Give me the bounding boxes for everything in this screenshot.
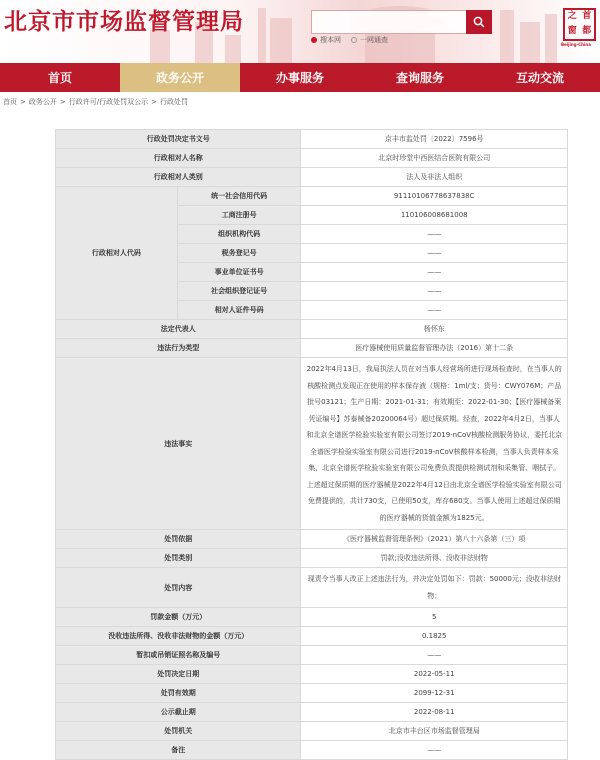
table-row	[56, 320, 568, 339]
breadcrumb-separator: >	[151, 98, 157, 106]
search-button[interactable]	[466, 10, 492, 34]
table-row	[56, 358, 568, 530]
social-org-reg-no-value: ——	[301, 282, 568, 301]
violation-facts-value: 2022年4月13日，我局执法人员在对当事人经营场所进行现场检查时，在当事人的核酸检测点发现正在使用的样本保存液（规格：1ml/支；货号：CWY076M；产品批号03121；生产日期：2021-01-31；有效期至：2022-01-30；【医疗器械备案凭证编号】苏泰械备20200064号）超过保质期。经查，2022年4月2日，当事人和北京全谱医学检验实验室有限公司签订2019-nCoV核酸检测服务协议，委托北京全谱医学检验实验室有限公司进行2019-nCoV核酸样本检测，当事人负责样本采集，北京全谱医学检验实验室有限公司免费负责提供检测试剂和采集管、咽拭子。上述超过保质期的医疗器械是2022年4月12日由北京全谱医学检验实验室有限公司免费提供的，共计730支，已使用50支，库存680支。当事人使用上述超过保质期的医疗器械的货值金额为1825元。	[301, 358, 568, 530]
main-nav	[0, 63, 600, 92]
field-label: 相对人证件号码	[177, 301, 301, 320]
table-row	[56, 568, 568, 608]
field-label: 行政相对人类别	[56, 168, 301, 187]
table-row	[56, 130, 568, 149]
field-label: 行政相对人名称	[56, 149, 301, 168]
table-row	[56, 339, 568, 358]
field-label: 处罚决定日期	[56, 665, 301, 684]
site-title[interactable]: 北京市市场监督管理局	[4, 9, 244, 35]
party-type-value: 法人及非法人组织	[301, 168, 568, 187]
field-label: 行政处罚决定书文号	[56, 130, 301, 149]
search-input[interactable]	[311, 10, 492, 34]
table-row	[56, 530, 568, 549]
field-label: 法定代表人	[56, 320, 301, 339]
confiscation-amount-value: 0.1825	[301, 627, 568, 646]
field-label: 处罚内容	[56, 568, 301, 608]
tax-reg-no-value: ——	[301, 244, 568, 263]
breadcrumb-government-affairs[interactable]: 政务公开	[28, 98, 57, 106]
table-row	[56, 608, 568, 627]
field-label: 违法事实	[56, 358, 301, 530]
table-row	[56, 646, 568, 665]
search-scope-options	[311, 35, 388, 45]
publicity-end-value: 2022-08-11	[301, 703, 568, 722]
field-label: 统一社会信用代码	[177, 187, 301, 206]
field-label: 备注	[56, 741, 301, 760]
logo-caption: Beijing-China	[561, 42, 591, 47]
search-icon	[473, 16, 485, 28]
party-code-group-label: 行政相对人代码	[56, 187, 178, 320]
field-label: 事业单位证书号	[177, 263, 301, 282]
table-row	[56, 549, 568, 568]
penalty-content-value: 现责令当事人改正上述违法行为，并决定处罚如下：罚款：50000元；没收非法财物；	[301, 568, 568, 608]
legal-rep-value: 杨怀东	[301, 320, 568, 339]
breadcrumb-separator: >	[59, 98, 66, 106]
nav-item-government-affairs[interactable]: 政务公开	[120, 63, 240, 92]
org-code-value: ——	[301, 225, 568, 244]
table-row	[56, 168, 568, 187]
party-id-no-value: ——	[301, 301, 568, 320]
field-label: 组织机构代码	[177, 225, 301, 244]
breadcrumb-home[interactable]: 首页	[3, 98, 17, 106]
field-label: 处罚机关	[56, 722, 301, 741]
field-label: 社会组织登记证号	[177, 282, 301, 301]
nav-item-interaction[interactable]: 互动交流	[515, 71, 564, 85]
radio-unselected-icon	[351, 37, 357, 43]
breadcrumb	[3, 97, 188, 107]
breadcrumb-dual-publicity[interactable]: 行政许可/行政处罚双公示	[68, 98, 149, 106]
table-row	[56, 187, 568, 206]
site-header	[0, 0, 600, 63]
field-label: 税务登记号	[177, 244, 301, 263]
field-label: 工商注册号	[177, 206, 301, 225]
party-name-value: 北京时珍堂中西医结合医院有限公司	[301, 149, 568, 168]
scope-radio-all-sites[interactable]: 一网通查	[351, 35, 388, 45]
penalty-basis-value: 《医疗器械监督管理条例》（2021）第八十六条第（三）项	[301, 530, 568, 549]
field-label: 违法行为类型	[56, 339, 301, 358]
breadcrumb-separator: >	[20, 98, 26, 106]
radio-selected-icon	[311, 37, 317, 43]
decision-date-value: 2022-05-11	[301, 665, 568, 684]
breadcrumb-current: 行政处罚	[159, 98, 188, 106]
field-label: 罚款金额（万元）	[56, 608, 301, 627]
table-row	[56, 149, 568, 168]
nav-item-query[interactable]: 查询服务	[395, 71, 444, 85]
penalty-record-table	[55, 129, 568, 760]
credit-code-value: 91110106778637838C	[301, 187, 568, 206]
penalty-type-value: 罚款;没收违法所得、没收非法财物	[301, 549, 568, 568]
business-reg-no-value: 110106008681008	[301, 206, 568, 225]
institution-cert-no-value: ——	[301, 263, 568, 282]
nav-item-services[interactable]: 办事服务	[275, 71, 324, 85]
fine-amount-value: 5	[301, 608, 568, 627]
nav-item-home[interactable]: 首页	[47, 71, 72, 85]
table-row	[56, 741, 568, 760]
field-label: 处罚依据	[56, 530, 301, 549]
field-label: 处罚类别	[56, 549, 301, 568]
capital-window-logo[interactable]: 之 首 窗 都	[563, 8, 596, 41]
remarks-value: ——	[301, 741, 568, 760]
decision-number-value: 京丰市监处罚〔2022〕7596号	[301, 130, 568, 149]
field-label: 处罚有效期	[56, 684, 301, 703]
field-label: 公示截止期	[56, 703, 301, 722]
table-row	[56, 684, 568, 703]
scope-radio-this-site[interactable]: 搜本网	[311, 35, 341, 45]
valid-until-value: 2099-12-31	[301, 684, 568, 703]
table-row	[56, 665, 568, 684]
authority-value: 北京市丰台区市场监督管理局	[301, 722, 568, 741]
violation-type-value: 医疗器械使用质量监督管理办法（2016）第十二条	[301, 339, 568, 358]
license-suspension-value: ——	[301, 646, 568, 665]
field-label: 暂扣或吊销证照名称及编号	[56, 646, 301, 665]
table-row	[56, 627, 568, 646]
field-label: 没收违法所得、没收非法财物的金额（万元）	[56, 627, 301, 646]
table-row	[56, 703, 568, 722]
